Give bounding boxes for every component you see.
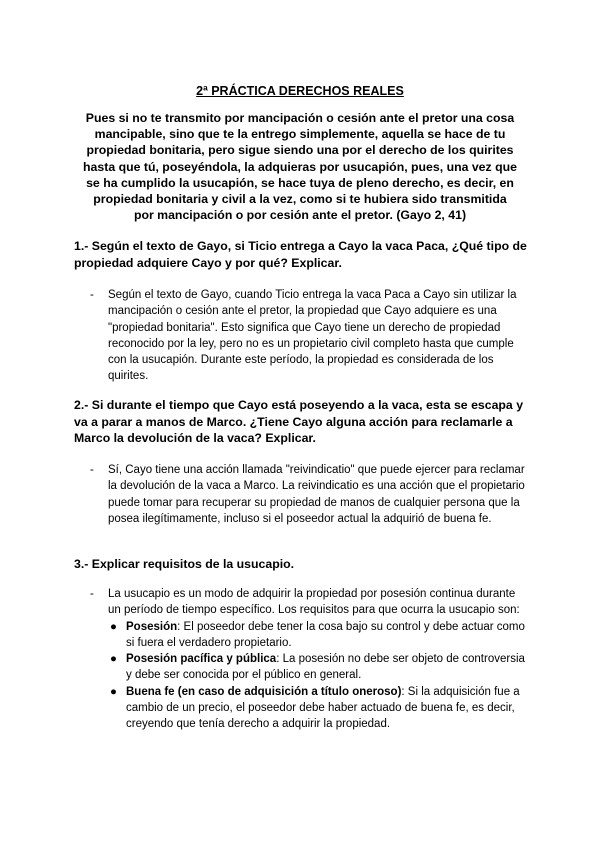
answer-3-text: La usucapio es un modo de adquirir la propiedad por posesión continua durante un período de tiempo específico. Los requisitos para que ocurra la usucapio son: — [108, 588, 520, 617]
requisites-list — [90, 619, 530, 733]
list-item — [90, 684, 530, 733]
dash-marker: - — [90, 588, 94, 600]
question-2: 2.- Si durante el tiempo que Cayo está poseyendo a la vaca, esta se escapa y va a parar a manos de Marco. ¿Tiene Cayo alguna acción para reclamarle a Marco la devolución de la vaca? Explicar. — [74, 398, 524, 445]
answer-1-text: Según el texto de Gayo, cuando Ticio entrega la vaca Paca a Cayo sin utilizar la mancipación o cesión ante el pretor, la propiedad que Cayo adquiere es una "propiedad bonitaria". Esto significa que Cayo tiene un derecho de propiedad reconocido por la ley, pero no es un propietario civil completo hasta que cumple con la usucapión. Durante este período, la propiedad es considerada de los quirites. — [108, 289, 517, 383]
question-3: 3.- Explicar requisitos de la usucapio. — [74, 557, 295, 571]
list-item — [90, 651, 530, 684]
answer-2-text: Sí, Cayo tiene una acción llamada "reivindicatio" que puede ejercer para reclamar la devolución de la vaca a Marco. La reivindicatio es una acción que el propietario puede tomar para recuperar su propiedad de manos de cualquier persona que la posea ilegítimamente, incluso si el poseedor actual la adquirió de buena fe. — [108, 464, 525, 525]
requisite-term: Buena fe (en caso de adquisición a título oneroso) — [126, 685, 402, 698]
list-item — [90, 619, 530, 652]
requisite-text: : El poseedor debe tener la cosa bajo su control y debe actuar como si fuera el verdadero propietario. — [126, 620, 525, 649]
answer-2 — [90, 462, 530, 527]
dash-marker: - — [90, 464, 94, 476]
requisite-text: : La posesión no debe ser objeto de controversia y debe ser conocida por el público en general. — [126, 653, 525, 682]
bullet-icon: ● — [110, 620, 117, 633]
answer-1 — [90, 287, 530, 385]
page-title: 2ª PRÁCTICA DERECHOS REALES — [196, 84, 404, 98]
gayo-quote: Pues si no te transmito por mancipación o cesión ante el pretor una cosa mancipable, sino que te la entrego simplemente, aquella se hace de tu propiedad bonitaria, pero sigue siendo una por el derecho de los quirites hasta que tú, poseyéndola, la adquieras por usucapión, pues, una vez que se ha cumplido la usucapión, se hace tuya de pleno derecho, es decir, en propiedad bonitaria y civil a la vez, como si te hubiera sido transmitida por mancipación o por cesión ante el pretor. (Gayo 2, 41) — [83, 111, 517, 223]
answer-3 — [90, 586, 530, 733]
question-1: 1.- Según el texto de Gayo, si Ticio entrega a Cayo la vaca Paca, ¿Qué tipo de propiedad adquiere Cayo y por qué? Explicar. — [74, 239, 527, 270]
dash-marker: - — [90, 289, 94, 301]
requisite-text: : Si la adquisición fue a cambio de un precio, el poseedor debe haber actuado de buena fe, es decir, creyendo que tenía derecho a adquirir la propiedad. — [126, 685, 520, 731]
requisite-term: Posesión — [126, 620, 178, 633]
bullet-icon: ● — [110, 653, 117, 666]
requisite-term: Posesión pacífica y pública — [126, 653, 277, 666]
bullet-icon: ● — [110, 685, 117, 698]
